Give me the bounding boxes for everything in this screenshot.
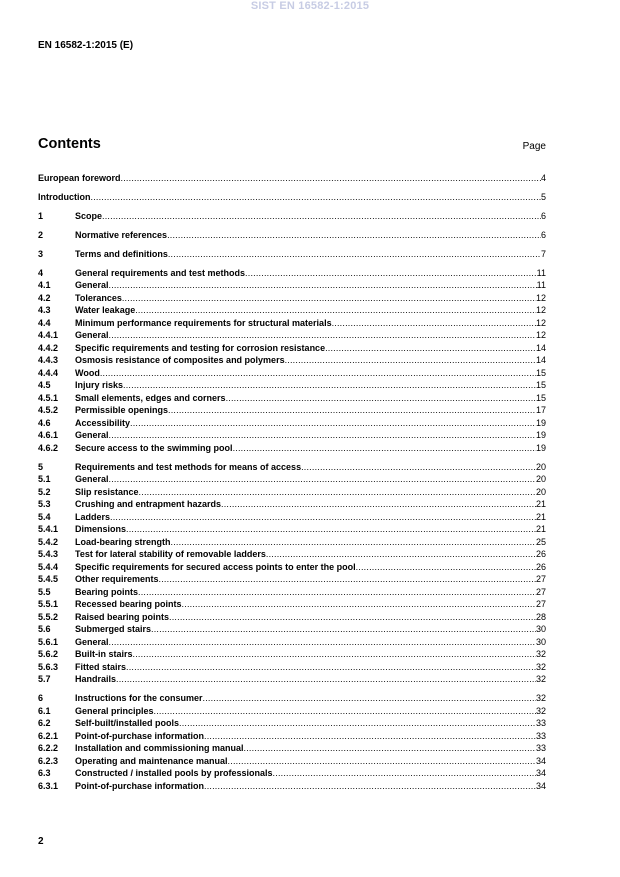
- toc-entry-number: 6.1: [38, 705, 51, 716]
- watermark: SIST EN 16582-1:2015: [250, 0, 370, 12]
- toc-entry-page: 12: [535, 292, 546, 303]
- toc-leader-dots: [123, 380, 536, 390]
- page-column-label: Page: [522, 141, 546, 152]
- toc-entry-title: Instructions for the consumer: [75, 693, 203, 703]
- toc-entry-page: 33: [535, 743, 546, 753]
- toc-entry[interactable]: [38, 170, 546, 183]
- toc-entry-title: General requirements and test methods: [75, 267, 246, 278]
- toc-entry-page: 32: [535, 674, 546, 684]
- toc-leader-dots: [226, 393, 536, 403]
- toc-entry-title: Built-in stairs: [75, 649, 133, 659]
- toc-entry-number: 5.5.1: [38, 599, 59, 609]
- toc-entry-number: 4.4: [38, 317, 51, 328]
- toc-entry[interactable]: [38, 290, 546, 303]
- toc-entry-page: 12: [535, 305, 546, 315]
- toc-entry-number: 1: [38, 210, 44, 221]
- toc-leader-dots: [203, 693, 536, 703]
- toc-entry-page: 26: [535, 549, 546, 559]
- toc-entry-page: 34: [535, 768, 546, 778]
- toc-entry-number: 5.1: [38, 474, 51, 484]
- toc-leader-dots: [126, 662, 536, 672]
- toc-entry-page: 19: [535, 442, 546, 453]
- toc-leader-dots: [110, 512, 536, 522]
- toc-entry-page: 34: [535, 780, 546, 791]
- toc-leader-dots: [356, 562, 536, 572]
- toc-leader-dots: [171, 537, 536, 547]
- toc-entry-title: General: [75, 474, 109, 484]
- toc-entry[interactable]: [38, 378, 546, 391]
- toc-leader-dots: [221, 499, 536, 509]
- toc-entry-page: 27: [535, 586, 546, 597]
- toc-entry[interactable]: [38, 497, 546, 510]
- toc-entry[interactable]: [38, 278, 546, 291]
- toc-entry[interactable]: [38, 265, 546, 278]
- toc-entry-page: 26: [535, 561, 546, 572]
- toc-entry-title: Recessed bearing points: [75, 599, 182, 609]
- toc-leader-dots: [109, 474, 536, 484]
- toc-entry[interactable]: [38, 509, 546, 522]
- toc-entry-title: Test for lateral stability of removable ladders: [75, 549, 266, 559]
- toc-entry-page: 21: [535, 524, 546, 534]
- document-id: EN 16582-1:2015 (E): [38, 40, 134, 51]
- toc-entry-title: Requirements and test methods for means of access: [75, 461, 302, 472]
- toc-entry[interactable]: [38, 609, 546, 622]
- toc-entry[interactable]: [38, 303, 546, 316]
- toc-entry-page: 5: [540, 191, 546, 202]
- toc-entry-number: 4.4.4: [38, 367, 59, 378]
- toc-leader-dots: [151, 624, 536, 634]
- toc-entry[interactable]: [38, 691, 546, 704]
- toc-entry[interactable]: [38, 622, 546, 635]
- toc-leader-dots: [121, 173, 541, 183]
- toc-entry[interactable]: [38, 315, 546, 328]
- toc-entry-page: 11: [536, 280, 546, 290]
- toc-entry-number: 5.5: [38, 586, 51, 597]
- toc-leader-dots: [154, 706, 536, 716]
- toc-entry[interactable]: [38, 390, 546, 403]
- toc-entry-page: 17: [535, 405, 546, 415]
- toc-entry-number: 2: [38, 229, 44, 240]
- toc-entry-page: 32: [535, 705, 546, 716]
- toc-entry-title: Tolerances: [75, 292, 122, 303]
- toc-entry-title: Scope: [75, 210, 103, 221]
- toc-entry-page: 21: [535, 511, 546, 522]
- toc-entry-page: 20: [535, 461, 546, 472]
- toc-entry-title: Introduction: [38, 191, 91, 202]
- toc-entry-title: Submerged stairs: [75, 624, 152, 634]
- toc-entry-number: 4.3: [38, 305, 51, 315]
- toc-entry-number: 6.2: [38, 718, 51, 728]
- toc-leader-dots: [179, 718, 536, 728]
- toc-entry-number: 5.6.3: [38, 661, 59, 672]
- toc-leader-dots: [135, 305, 536, 315]
- toc-entry-title: Installation and commissioning manual: [75, 743, 244, 753]
- toc-leader-dots: [133, 649, 536, 659]
- toc-entry-title: Handrails: [75, 674, 117, 684]
- toc-entry[interactable]: [38, 227, 546, 240]
- toc-entry[interactable]: [38, 647, 546, 660]
- toc-leader-dots: [204, 731, 536, 741]
- toc-entry[interactable]: [38, 189, 546, 202]
- toc-entry-number: 4.2: [38, 292, 51, 303]
- toc-entry-number: 4.4.1: [38, 330, 59, 340]
- toc-leader-dots: [116, 674, 536, 684]
- toc-leader-dots: [100, 368, 536, 378]
- toc-entry[interactable]: [38, 766, 546, 779]
- toc-entry-title: Wood: [75, 367, 100, 378]
- toc-entry-page: 14: [535, 355, 546, 365]
- toc-leader-dots: [91, 192, 541, 202]
- toc-entry-page: 33: [535, 730, 546, 741]
- toc-entry-number: 5.4.2: [38, 536, 59, 547]
- toc-entry-page: 21: [535, 499, 546, 509]
- toc-entry-title: Point-of-purchase information: [75, 780, 204, 791]
- toc-entry-number: 3: [38, 248, 44, 259]
- toc-leader-dots: [168, 405, 536, 415]
- toc-entry-number: 4.4.2: [38, 342, 59, 353]
- toc-entry-title: Normative references: [75, 229, 168, 240]
- toc-entry-title: Slip resistance: [75, 486, 139, 497]
- toc-leader-dots: [266, 549, 536, 559]
- toc-leader-dots: [182, 599, 536, 609]
- toc-entry-page: 20: [535, 474, 546, 484]
- toc-leader-dots: [285, 355, 536, 365]
- toc-entry-title: General principles: [75, 705, 154, 716]
- toc-entry-title: Self-built/installed pools: [75, 718, 180, 728]
- toc-entry-title: General: [75, 330, 109, 340]
- toc-entry-page: 15: [535, 392, 546, 403]
- toc-entry[interactable]: [38, 472, 546, 485]
- toc-entry[interactable]: [38, 559, 546, 572]
- toc-entry-page: 15: [535, 380, 546, 390]
- toc-entry-title: Small elements, edges and corners: [75, 392, 226, 403]
- toc-entry-title: Fitted stairs: [75, 661, 127, 672]
- toc-entry-number: 5.2: [38, 486, 51, 497]
- toc-entry-page: 33: [535, 718, 546, 728]
- page-number: 2: [38, 836, 44, 847]
- toc-leader-dots: [109, 330, 536, 340]
- toc-leader-dots: [301, 462, 536, 472]
- toc-entry-page: 30: [535, 636, 546, 647]
- toc-entry-title: Point-of-purchase information: [75, 730, 204, 741]
- toc-entry[interactable]: [38, 547, 546, 560]
- toc-entry-number: 4: [38, 267, 44, 278]
- toc-entry[interactable]: [38, 340, 546, 353]
- toc-entry-number: 6: [38, 693, 44, 703]
- toc-entry-title: Load-bearing strength: [75, 536, 171, 547]
- toc-leader-dots: [159, 574, 536, 584]
- toc-entry-number: 5.4: [38, 511, 51, 522]
- toc-entry[interactable]: [38, 672, 546, 685]
- toc-entry-page: 14: [535, 342, 546, 353]
- toc-entry-page: 32: [535, 661, 546, 672]
- toc-entry-title: Water leakage: [75, 305, 136, 315]
- toc-entry-number: 4.6: [38, 417, 51, 428]
- toc-entry-number: 5.4.5: [38, 574, 59, 584]
- toc-entry[interactable]: [38, 753, 546, 766]
- toc-entry-title: Crushing and entrapment hazards: [75, 499, 222, 509]
- toc-entry-page: 15: [535, 367, 546, 378]
- toc-entry[interactable]: [38, 703, 546, 716]
- toc-entry[interactable]: [38, 440, 546, 453]
- toc-leader-dots: [273, 768, 536, 778]
- toc-leader-dots: [228, 756, 536, 766]
- toc-entry[interactable]: [38, 353, 546, 366]
- toc-entry-title: Ladders: [75, 511, 111, 522]
- toc-entry-page: 27: [535, 599, 546, 609]
- toc-entry-number: 6.2.2: [38, 743, 59, 753]
- toc-leader-dots: [130, 418, 536, 428]
- toc-leader-dots: [167, 230, 541, 240]
- toc-entry-title: General: [75, 636, 109, 647]
- toc-entry-page: 25: [535, 536, 546, 547]
- toc-entry-page: 34: [535, 755, 546, 766]
- toc-leader-dots: [168, 249, 541, 259]
- toc-leader-dots: [245, 268, 537, 278]
- toc-entry-title: Accessibility: [75, 417, 131, 428]
- toc-entry-title: Specific requirements for secured access points to enter the pool: [75, 561, 356, 572]
- toc-entry-title: Osmosis resistance of composites and polymers: [75, 355, 285, 365]
- toc-entry[interactable]: [38, 328, 546, 341]
- toc-entry[interactable]: [38, 415, 546, 428]
- toc-entry-number: 5: [38, 461, 44, 472]
- toc-entry[interactable]: [38, 428, 546, 441]
- toc-leader-dots: [138, 587, 536, 597]
- toc-entry[interactable]: [38, 522, 546, 535]
- toc-leader-dots: [122, 293, 536, 303]
- toc-entry[interactable]: [38, 659, 546, 672]
- contents-heading: Contents: [38, 136, 101, 152]
- toc-entry-number: 4.5: [38, 380, 51, 390]
- toc-entry[interactable]: [38, 459, 546, 472]
- toc-entry-page: 30: [535, 624, 546, 634]
- toc-entry[interactable]: [38, 741, 546, 754]
- toc-entry[interactable]: [38, 716, 546, 729]
- toc-entry-number: 6.2.3: [38, 755, 59, 766]
- toc-entry-page: 6: [540, 229, 546, 240]
- toc-entry-title: Specific requirements and testing for corrosion resistance: [75, 342, 326, 353]
- toc-entry-number: 5.3: [38, 499, 51, 509]
- toc-entry-number: 5.6.1: [38, 636, 59, 647]
- toc-entry-page: 19: [535, 430, 546, 440]
- toc-entry[interactable]: [38, 728, 546, 741]
- toc-entry-page: 4: [540, 172, 546, 183]
- toc-entry-page: 12: [535, 330, 546, 340]
- toc-entry-page: 27: [535, 574, 546, 584]
- toc-entry-title: General: [75, 280, 109, 290]
- toc-entry-page: 6: [540, 210, 546, 221]
- toc-leader-dots: [109, 280, 537, 290]
- toc-entry-number: 5.4.3: [38, 549, 59, 559]
- toc-entry-number: 4.6.2: [38, 442, 59, 453]
- toc-leader-dots: [109, 637, 536, 647]
- toc-entry-page: 20: [535, 486, 546, 497]
- toc-entry-title: Minimum performance requirements for structural materials: [75, 317, 332, 328]
- toc-entry-title: General: [75, 430, 109, 440]
- toc-entry-page: 32: [535, 693, 546, 703]
- toc-entry[interactable]: [38, 572, 546, 585]
- toc-entry-title: Permissible openings: [75, 405, 169, 415]
- toc-entry-number: 5.4.1: [38, 524, 59, 534]
- toc-leader-dots: [244, 743, 536, 753]
- toc-entry-title: Terms and definitions: [75, 248, 168, 259]
- toc-entry-number: 5.6.2: [38, 649, 59, 659]
- toc-entry-title: Other requirements: [75, 574, 159, 584]
- toc-leader-dots: [169, 612, 536, 622]
- toc-entry-number: 6.2.1: [38, 730, 59, 741]
- toc-entry[interactable]: [38, 634, 546, 647]
- toc-entry-number: 5.7: [38, 674, 51, 684]
- toc-entry-title: Injury risks: [75, 380, 124, 390]
- toc-entry-page: 32: [535, 649, 546, 659]
- toc-entry-number: 6.3.1: [38, 780, 59, 791]
- toc-entry-title: Raised bearing points: [75, 611, 170, 622]
- toc-entry[interactable]: [38, 597, 546, 610]
- toc-entry-number: 5.5.2: [38, 611, 59, 622]
- toc-leader-dots: [139, 487, 536, 497]
- toc-entry-title: European foreword: [38, 172, 121, 183]
- toc-entry-title: Secure access to the swimming pool: [75, 442, 233, 453]
- toc-entry[interactable]: [38, 246, 546, 259]
- toc-entry-title: Bearing points: [75, 586, 139, 597]
- toc-entry-number: 4.6.1: [38, 430, 59, 440]
- toc-entry-page: 11: [536, 267, 546, 278]
- toc-leader-dots: [332, 318, 536, 328]
- toc-entry-title: Operating and maintenance manual: [75, 755, 228, 766]
- toc-entry-number: 4.5.2: [38, 405, 59, 415]
- toc-leader-dots: [109, 430, 536, 440]
- toc-entry[interactable]: [38, 484, 546, 497]
- toc-leader-dots: [325, 343, 536, 353]
- toc-entry[interactable]: [38, 365, 546, 378]
- toc-leader-dots: [204, 781, 536, 791]
- toc-leader-dots: [233, 443, 536, 453]
- toc-entry[interactable]: [38, 778, 546, 791]
- toc-entry-number: 4.1: [38, 280, 51, 290]
- toc-entry-title: Constructed / installed pools by professionals: [75, 768, 273, 778]
- toc-entry-number: 5.6: [38, 624, 51, 634]
- toc-entry[interactable]: [38, 584, 546, 597]
- toc-leader-dots: [102, 211, 541, 221]
- table-of-contents: [38, 170, 546, 791]
- toc-entry-page: 19: [535, 417, 546, 428]
- toc-entry-number: 4.5.1: [38, 392, 59, 403]
- toc-entry-page: 12: [535, 317, 546, 328]
- toc-entry-page: 28: [535, 611, 546, 622]
- toc-entry[interactable]: [38, 403, 546, 416]
- toc-entry-number: 5.4.4: [38, 561, 59, 572]
- toc-entry-title: Dimensions: [75, 524, 127, 534]
- toc-entry[interactable]: [38, 534, 546, 547]
- toc-entry[interactable]: [38, 208, 546, 221]
- toc-entry-number: 6.3: [38, 768, 51, 778]
- toc-entry-page: 7: [540, 248, 546, 259]
- toc-entry-number: 4.4.3: [38, 355, 59, 365]
- toc-leader-dots: [126, 524, 536, 534]
